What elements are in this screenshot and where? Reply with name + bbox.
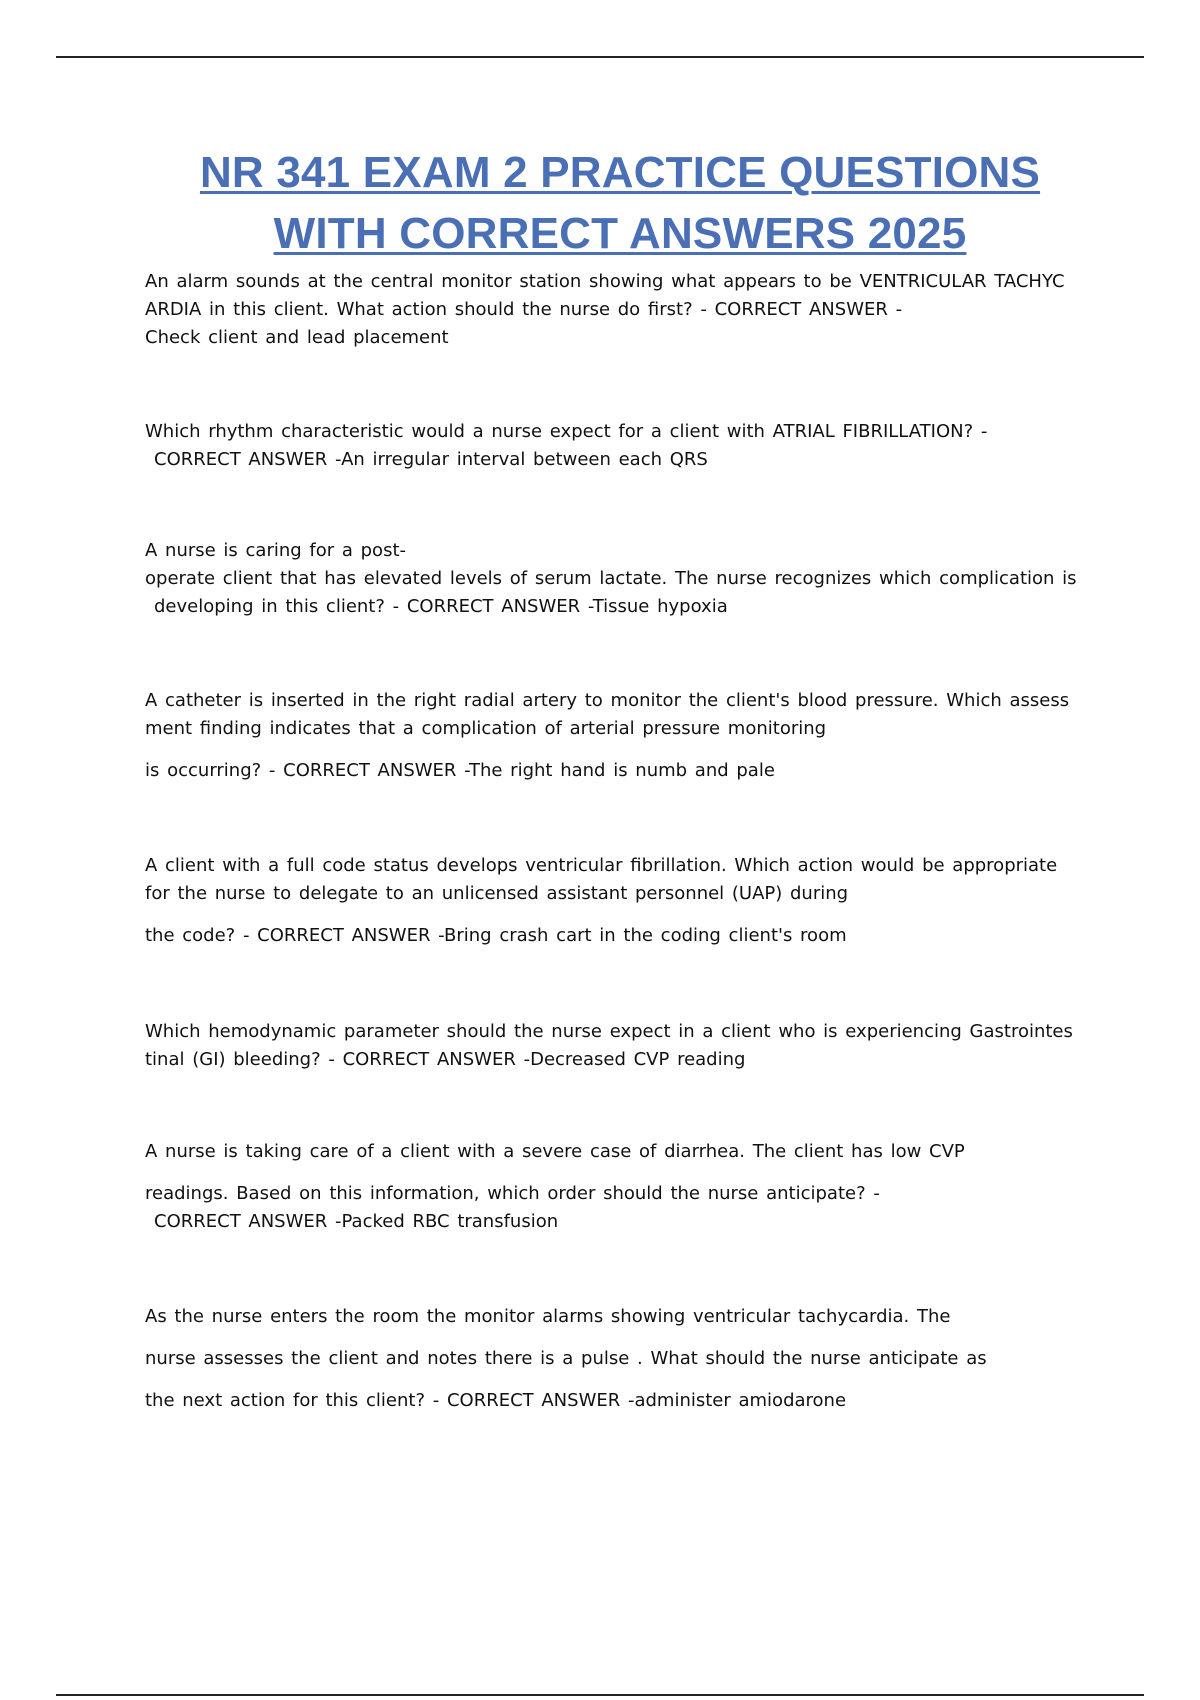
qa-line: ment finding indicates that a complication of arterial pressure monitoring bbox=[145, 718, 827, 739]
qa-line: nurse assesses the client and notes there is a pulse . What should the nurse anticipate as bbox=[145, 1348, 987, 1369]
qa-line: operate client that has elevated levels of serum lactate. The nurse recognizes which complication is bbox=[145, 568, 1077, 589]
qa-item bbox=[145, 268, 1095, 352]
qa-item bbox=[145, 687, 1095, 785]
qa-answer: CORRECT ANSWER -Packed RBC transfusion bbox=[154, 1211, 559, 1232]
qa-line: A nurse is caring for a post- bbox=[145, 540, 407, 561]
qa-item bbox=[145, 1303, 1095, 1415]
qa-item bbox=[145, 418, 1095, 474]
qa-answer: is occurring? - CORRECT ANSWER -The right hand is numb and pale bbox=[145, 760, 775, 781]
qa-line: Which hemodynamic parameter should the nurse expect in a client who is experiencing Gastrointes bbox=[145, 1021, 1073, 1042]
qa-answer: the code? - CORRECT ANSWER -Bring crash cart in the coding client's room bbox=[145, 925, 847, 946]
qa-item bbox=[145, 537, 1095, 621]
qa-item bbox=[145, 1138, 1095, 1236]
qa-answer: developing in this client? - CORRECT ANSWER -Tissue hypoxia bbox=[154, 596, 728, 617]
qa-line: for the nurse to delegate to an unlicensed assistant personnel (UAP) during bbox=[145, 883, 849, 904]
qa-line: A client with a full code status develops ventricular fibrillation. Which action would be appropriate bbox=[145, 855, 1058, 876]
qa-line: readings. Based on this information, which order should the nurse anticipate? - bbox=[145, 1183, 880, 1204]
qa-line: ARDIA in this client. What action should the nurse do first? - CORRECT ANSWER - bbox=[145, 299, 903, 320]
qa-line: A catheter is inserted in the right radial artery to monitor the client's blood pressure. Which assess bbox=[145, 690, 1070, 711]
qa-line: As the nurse enters the room the monitor alarms showing ventricular tachycardia. The bbox=[145, 1306, 951, 1327]
title-line-2: WITH CORRECT ANSWERS 2025 bbox=[273, 209, 967, 258]
qa-line: An alarm sounds at the central monitor station showing what appears to be VENTRICULAR TACHYC bbox=[145, 271, 1065, 292]
qa-answer: tinal (GI) bleeding? - CORRECT ANSWER -Decreased CVP reading bbox=[145, 1049, 746, 1070]
bottom-rule bbox=[56, 1694, 1144, 1696]
qa-line: A nurse is taking care of a client with a severe case of diarrhea. The client has low CVP bbox=[145, 1141, 965, 1162]
top-rule bbox=[56, 56, 1144, 58]
qa-answer: Check client and lead placement bbox=[145, 327, 449, 348]
qa-item bbox=[145, 1018, 1095, 1074]
title-line-1: NR 341 EXAM 2 PRACTICE QUESTIONS bbox=[199, 148, 1041, 197]
document-title bbox=[80, 142, 1160, 264]
qa-line: Which rhythm characteristic would a nurse expect for a client with ATRIAL FIBRILLATION? - bbox=[145, 421, 988, 442]
qa-answer: the next action for this client? - CORRECT ANSWER -administer amiodarone bbox=[145, 1390, 847, 1411]
qa-answer: CORRECT ANSWER -An irregular interval between each QRS bbox=[154, 449, 708, 470]
qa-item bbox=[145, 852, 1095, 950]
